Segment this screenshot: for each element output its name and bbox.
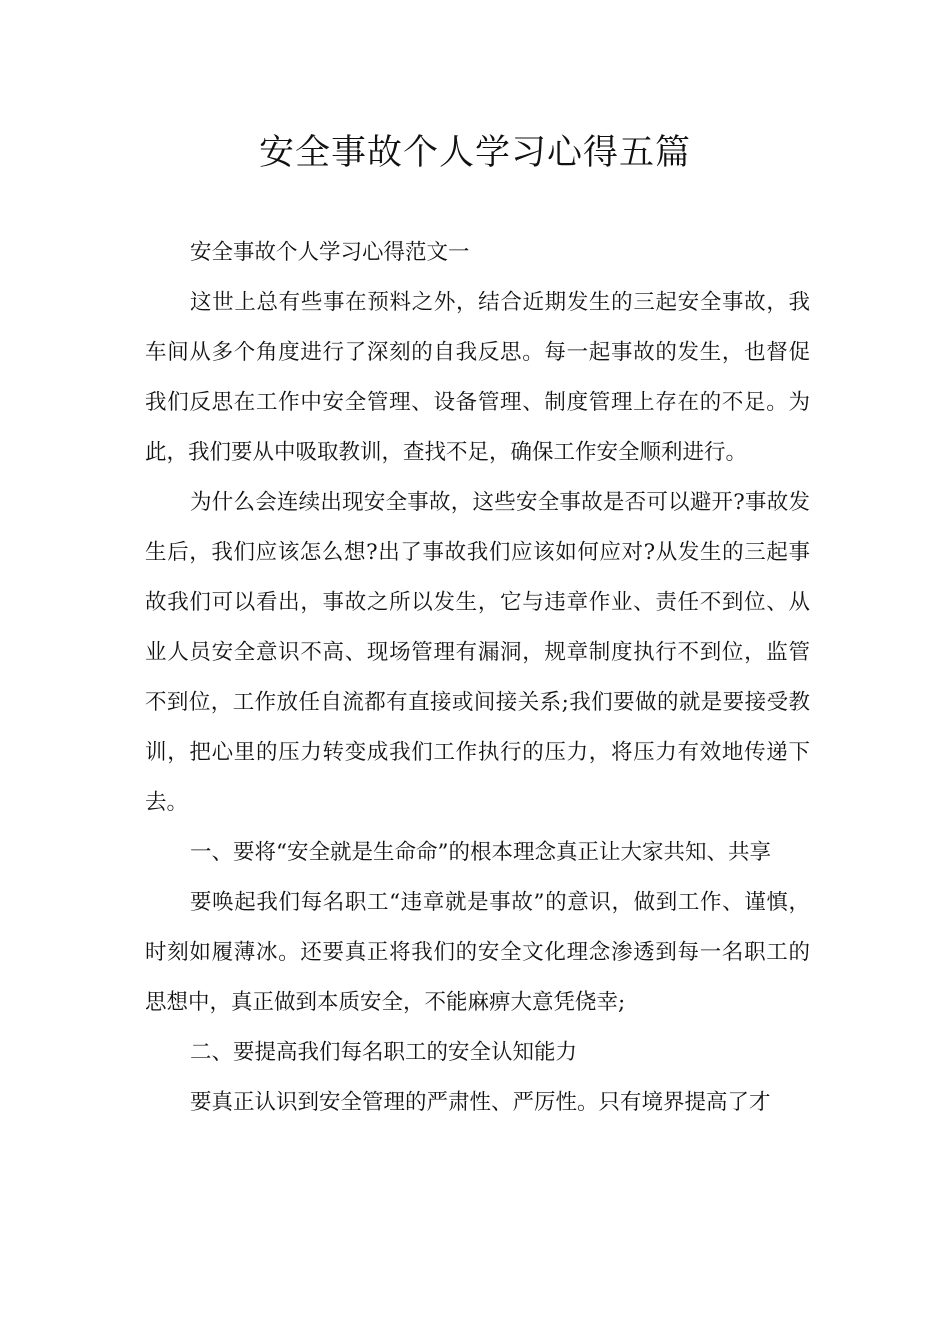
document-title: 安全事故个人学习心得五篇 bbox=[258, 133, 691, 173]
body-paragraph: 要真正认识到安全管理的严肃性、严厉性。只有境界提高了才 bbox=[190, 1090, 771, 1115]
subsection-heading: 一、要将“安全就是生命命”的根本理念真正让大家共知、共享 bbox=[190, 840, 771, 865]
section-heading: 安全事故个人学习心得范文一 bbox=[190, 240, 470, 265]
subsection-heading: 二、要提高我们每名职工的安全认知能力 bbox=[190, 1040, 578, 1065]
body-paragraph: 要唤起我们每名职工“违章就是事故”的意识，做到工作、谨慎，时刻如履薄冰。还要真正将我们的安全文化理念渗透到每一名职工的思想中，真正做到本质安全，不能麻痹大意凭侥幸; bbox=[145, 890, 810, 1015]
document-body bbox=[145, 228, 810, 1128]
body-paragraph: 这世上总有些事在预料之外，结合近期发生的三起安全事故，我车间从多个角度进行了深刻的自我反思。每一起事故的发生，也督促我们反思在工作中安全管理、设备管理、制度管理上存在的不足。为此，我们要从中吸取教训，查找不足，确保工作安全顺利进行。 bbox=[145, 290, 810, 465]
body-paragraph: 为什么会连续出现安全事故，这些安全事故是否可以避开?事故发生后，我们应该怎么想?出了事故我们应该如何应对?从发生的三起事故我们可以看出，事故之所以发生，它与违章作业、责任不到位、从业人员安全意识不高、现场管理有漏洞，规章制度执行不到位，监管不到位，工作放任自流都有直接或间接关系;我们要做的就是要接受教训，把心里的压力转变成我们工作执行的压力，将压力有效地传递下去。 bbox=[145, 490, 810, 815]
